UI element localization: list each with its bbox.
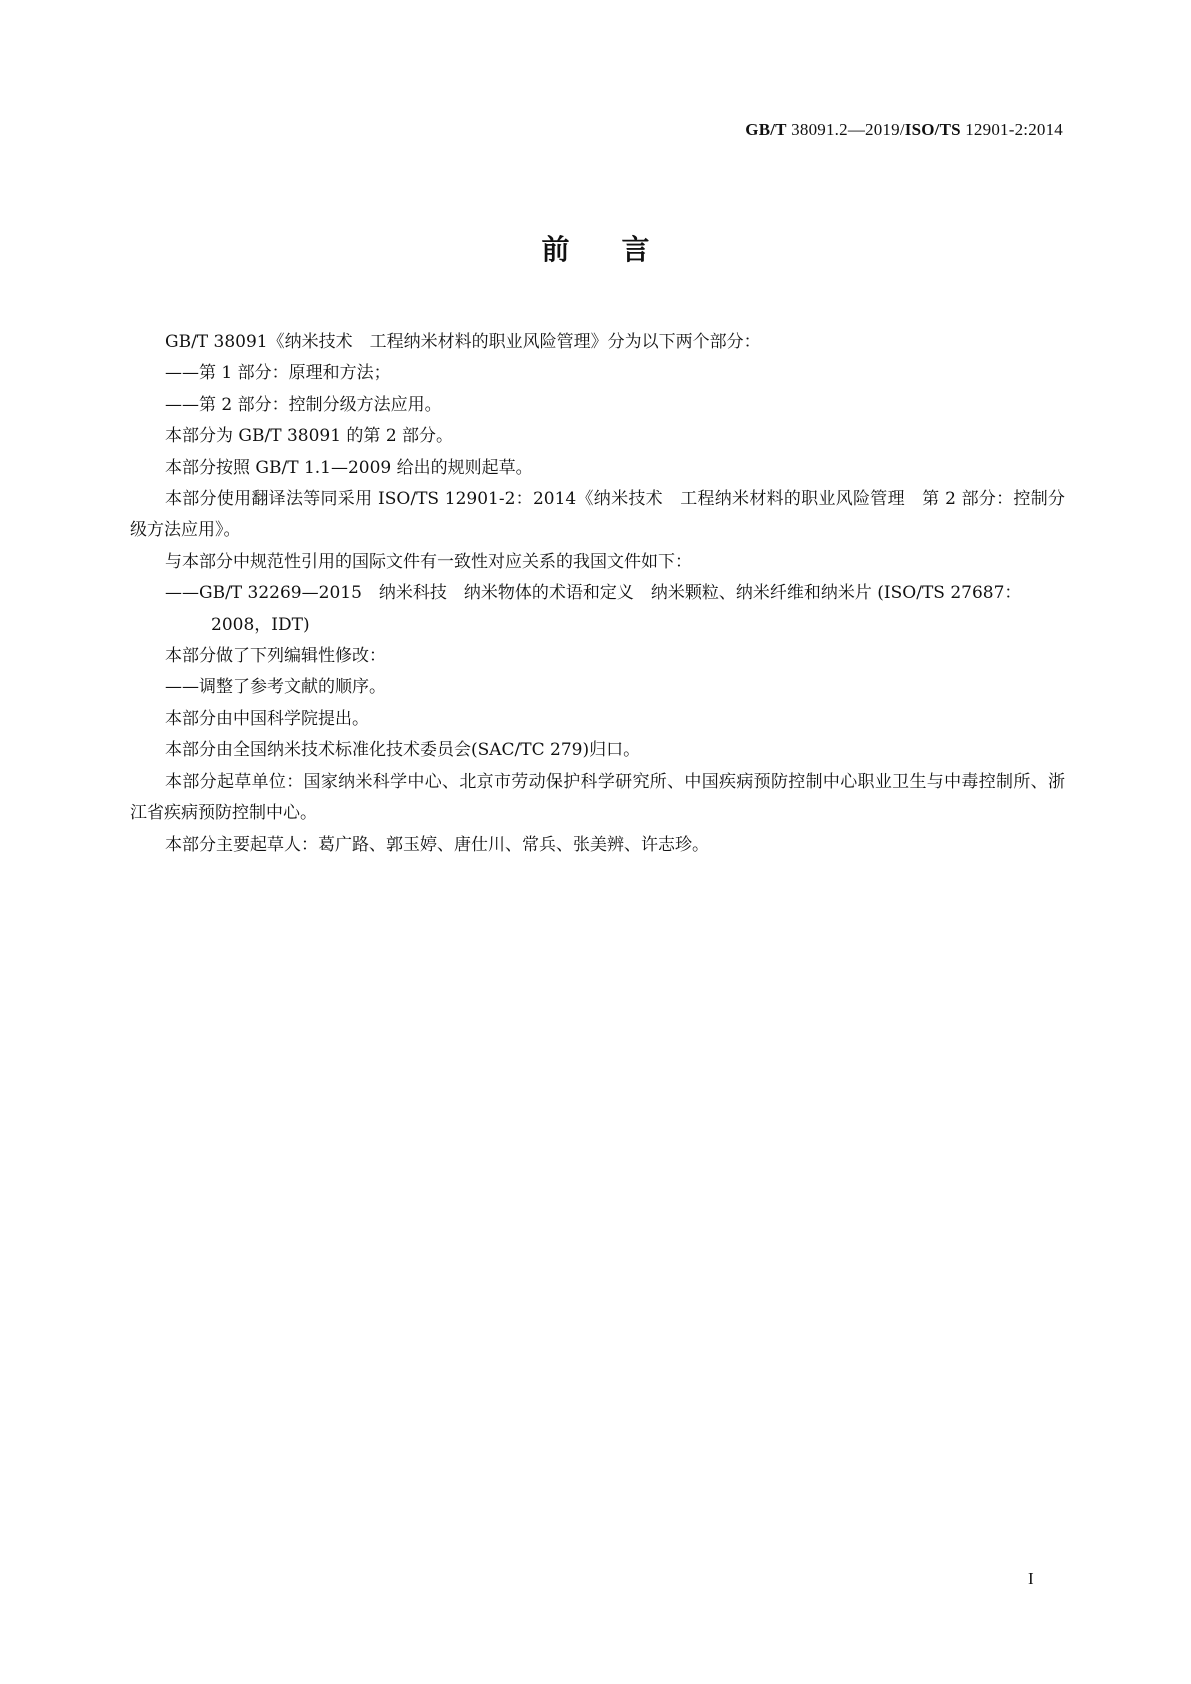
page-number: I bbox=[1028, 1569, 1034, 1588]
paragraph-corresponding-documents: 与本部分中规范性引用的国际文件有一致性对应关系的我国文件如下： bbox=[165, 551, 692, 572]
paragraph-technical-committee: 本部分由全国纳米技术标准化技术委员会(SAC/TC 279)归口。 bbox=[165, 740, 641, 761]
header-code-iso-number: 12901-2:2014 bbox=[960, 120, 1063, 139]
header-code-isots: ISO/TS bbox=[904, 120, 961, 139]
paragraph-proposed-by: 本部分由中国科学院提出。 bbox=[165, 708, 369, 729]
header-code-gbt: GB/T bbox=[745, 120, 787, 139]
paragraph-drafting-units: 本部分起草单位：国家纳米科学中心、北京市劳动保护科学研究所、中国疾病预防控制中心职业卫生与中毒控制所、浙江省疾病预防控制中心。 bbox=[130, 771, 1065, 824]
header-code-number: 38091.2—2019/ bbox=[786, 120, 905, 139]
foreword-body bbox=[130, 327, 1065, 861]
paragraph-editorial-changes: 本部分做了下列编辑性修改： bbox=[165, 646, 386, 667]
list-item-gbt-32269: ——GB/T 32269—2015 纳米科技 纳米物体的术语和定义 纳米颗粒、纳米纤维和纳米片 (ISO/TS 27687：2008，IDT) bbox=[165, 583, 1022, 635]
paragraph-drafters: 本部分主要起草人：葛广路、郭玉婷、唐仕川、常兵、张美辨、许志珍。 bbox=[165, 834, 709, 855]
paragraph-parts-intro: GB/T 38091《纳米技术 工程纳米材料的职业风险管理》分为以下两个部分： bbox=[165, 332, 761, 352]
list-item-reference-order: ——调整了参考文献的顺序。 bbox=[165, 677, 386, 698]
page-title: 前言 bbox=[541, 233, 702, 266]
list-item-part-1: ——第 1 部分：原理和方法； bbox=[165, 363, 391, 384]
paragraph-translation-method: 本部分使用翻译法等同采用 ISO/TS 12901-2：2014《纳米技术 工程纳米材料的职业风险管理 第 2 部分：控制分级方法应用》。 bbox=[130, 489, 1065, 541]
list-item-part-2: ——第 2 部分：控制分级方法应用。 bbox=[165, 394, 442, 415]
document-code-header bbox=[745, 120, 1063, 140]
paragraph-drafting-rules: 本部分按照 GB/T 1.1—2009 给出的规则起草。 bbox=[165, 457, 533, 478]
paragraph-part-statement: 本部分为 GB/T 38091 的第 2 部分。 bbox=[165, 426, 454, 447]
